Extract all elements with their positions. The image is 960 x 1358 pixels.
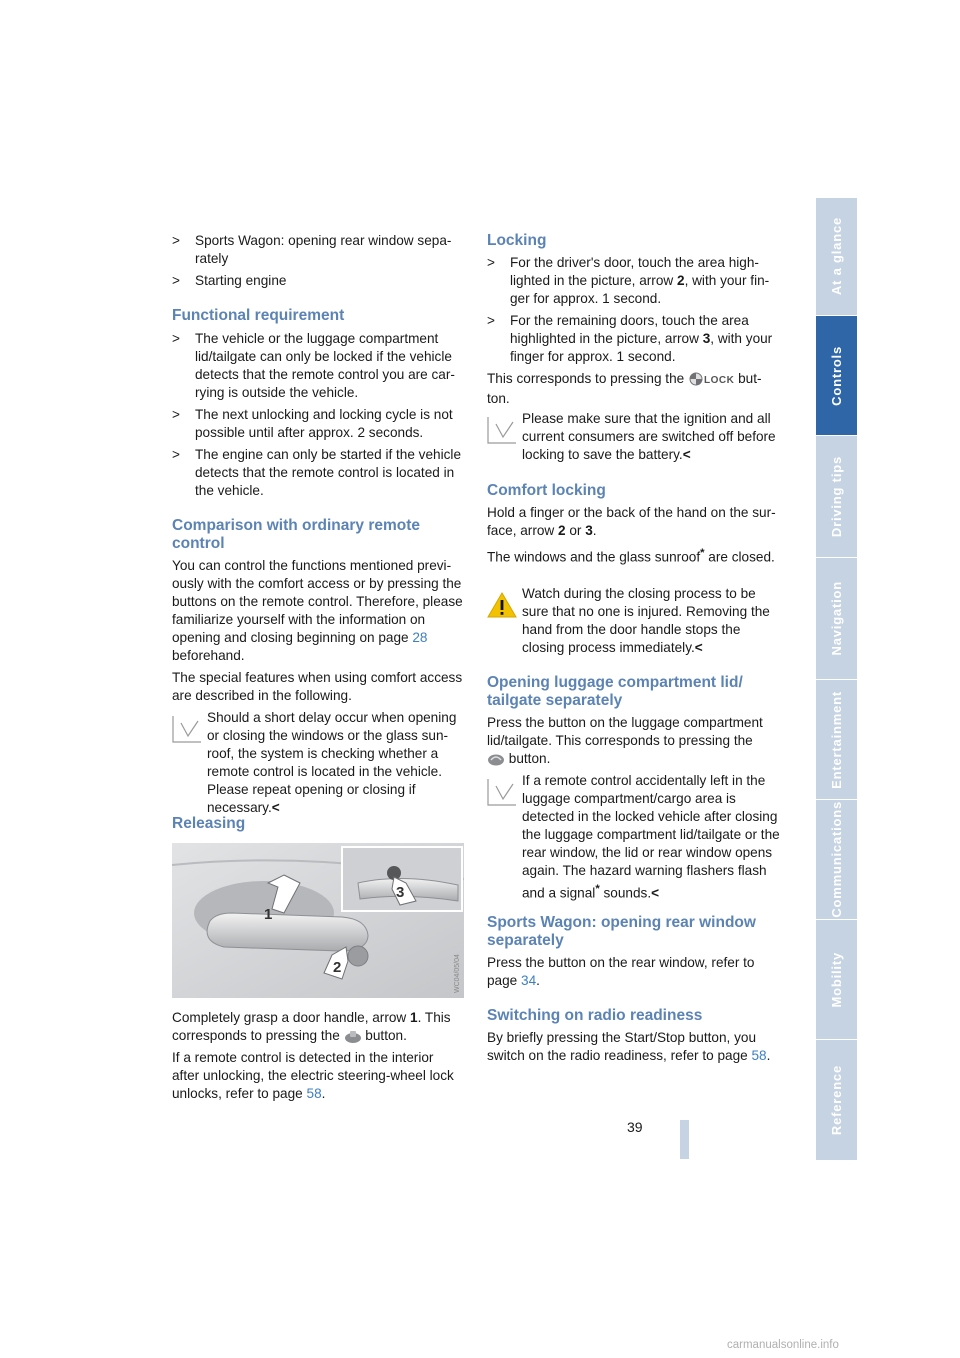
- bullet-text: The next unlocking and locking cycle is not possible until after approx. 2 seconds.: [195, 407, 453, 440]
- sidebar-tab-driving-tips[interactable]: [816, 436, 857, 558]
- text: The windows and the glass sunroof: [487, 549, 701, 565]
- tailgate-button-icon: [487, 752, 505, 766]
- bullet-text: The engine can only be started if the vehicle detects that the remote control is located in the vehicle.: [195, 447, 462, 498]
- text: button.: [505, 751, 551, 766]
- figure-label-2: 2: [333, 959, 342, 976]
- paragraph-opening-1: [487, 714, 781, 768]
- option-star: *: [595, 883, 600, 895]
- text: Completely grasp a door handle, arrow: [172, 1010, 411, 1025]
- text: or: [565, 523, 586, 538]
- tab-label: Navigation: [829, 581, 844, 656]
- tab-label: Reference: [829, 1064, 844, 1136]
- bmw-logo-icon: [688, 372, 704, 386]
- note-checkmark-icon: [487, 416, 517, 444]
- text: Press the button on the rear window, refer to page: [487, 955, 755, 988]
- lock-label: LOCK: [704, 375, 735, 386]
- note-checkmark-icon: [487, 778, 517, 806]
- text: For the driver's door, touch the area high- lighted in the picture, arrow: [510, 255, 759, 288]
- sidebar-tab-communications[interactable]: [816, 800, 857, 920]
- sidebar-tab-entertainment[interactable]: [816, 680, 857, 800]
- text: If a remote control is detected in the interior after unlocking, the electric steering-wheel lock unlocks, refer to page: [172, 1050, 454, 1101]
- heading-releasing: Releasing: [172, 815, 246, 832]
- bullet-locking-2: [487, 312, 781, 366]
- page-link-28[interactable]: 28: [412, 630, 428, 645]
- arrow-number: 3: [585, 523, 593, 538]
- text: sounds.: [599, 885, 652, 901]
- page-link-34[interactable]: 34: [521, 973, 537, 988]
- note-checkmark-icon: [172, 715, 202, 743]
- note-remote-left: [487, 772, 781, 903]
- paragraph-lock-button: [487, 370, 781, 408]
- end-mark: <: [651, 885, 660, 901]
- page-number: 39: [627, 1119, 643, 1135]
- bullet-mark: >: [487, 255, 495, 270]
- sidebar-tab-at-a-glance[interactable]: [816, 198, 857, 316]
- figure-label-3: 3: [396, 884, 405, 901]
- paragraph-releasing-2: [172, 1049, 464, 1103]
- paragraph-sports-wagon: [487, 954, 781, 990]
- bullet-text: The vehicle or the luggage compartment lid/tailgate can only be locked if the vehicle detects that the remote control you are car- rying is outside the vehicle.: [195, 331, 455, 400]
- heading-sports-wagon: Sports Wagon: opening rear window separately: [487, 914, 756, 949]
- text: beforehand.: [172, 648, 245, 663]
- figure-label-1: 1: [264, 906, 273, 923]
- text: Press the button on the luggage compartment lid/tailgate. This corresponds to pressing the: [487, 715, 763, 748]
- bullet-mark: >: [487, 313, 495, 328]
- section-sidebar: [816, 198, 857, 1160]
- warning-closing: [487, 585, 781, 657]
- bullet-mark: >: [172, 331, 180, 346]
- end-mark: <: [694, 640, 703, 655]
- text: are closed.: [704, 549, 775, 565]
- page-link-58[interactable]: 58: [306, 1086, 322, 1101]
- sidebar-tab-mobility[interactable]: [816, 920, 857, 1040]
- bullet-mark: >: [172, 233, 180, 248]
- text: .: [592, 523, 597, 538]
- text: You can control the functions mentioned previ- ously with the comfort access or by pressing the buttons on the remote control. Therefore, please familiarize yourself with the information on opening and closing beginning on page: [172, 558, 463, 645]
- paragraph-releasing-1: [172, 1009, 464, 1045]
- paragraph-comfort-2: [487, 544, 781, 567]
- page-link-58[interactable]: 58: [751, 1048, 767, 1063]
- heading-opening-luggage: Opening luggage compartment lid/ tailgate separately: [487, 674, 743, 709]
- bullet-mark: >: [172, 273, 180, 288]
- paragraph-radio: [487, 1029, 781, 1065]
- tab-label: Controls: [829, 345, 844, 406]
- note-text: Should a short delay occur when opening or closing the windows or the glass sun- roof, the system is checking whether a remote control is located in the vehicle. Please repeat opening or closing if necessary.: [207, 710, 457, 815]
- option-star: *: [700, 547, 705, 559]
- note-text: Please make sure that the ignition and all current consumers are switched off before locking to save the battery.: [522, 411, 776, 462]
- end-mark: <: [682, 447, 691, 462]
- text: but- ton.: [487, 371, 762, 406]
- arrow-number: 2: [677, 273, 685, 288]
- text: For the remaining doors, touch the area highlighted in the picture, arrow: [510, 313, 749, 346]
- tab-label: Communications: [829, 801, 844, 918]
- warning-triangle-icon: [487, 591, 517, 619]
- paragraph-comparison-1: [172, 557, 464, 665]
- text: By briefly pressing the Start/Stop button, you switch on the radio readiness, refer to page: [487, 1030, 757, 1063]
- heading-functional-requirement: Functional requirement: [172, 307, 345, 324]
- text: This corresponds to pressing the: [487, 371, 688, 386]
- bullet-functional-3: [172, 446, 464, 500]
- note-battery: [487, 410, 781, 464]
- footer-watermark: carmanualsonline.info: [727, 1339, 839, 1351]
- arrow-number: 1: [410, 1010, 418, 1025]
- bullet-functional-2: [172, 406, 464, 442]
- heading-locking: Locking: [487, 232, 547, 249]
- paragraph-comfort-1: [487, 504, 781, 540]
- door-handle-illustration: [172, 843, 464, 998]
- sidebar-tab-reference[interactable]: [816, 1040, 857, 1160]
- text: .: [321, 1086, 326, 1101]
- paragraph-comparison-2: The special features when using comfort access are described in the following.: [172, 670, 463, 703]
- sidebar-tab-controls[interactable]: [816, 316, 857, 436]
- text: , with your finger for approx. 1 second.: [510, 331, 773, 364]
- tab-label: Entertainment: [829, 690, 844, 789]
- tab-label: At a glance: [829, 217, 844, 296]
- bullet-mark: >: [172, 407, 180, 422]
- text: . This corresponds to pressing the: [172, 1010, 451, 1043]
- note-text: If a remote control accidentally left in the luggage compartment/cargo area is detected in the locked vehicle after closing the luggage compartment lid/tailgate or the rear window, the lid or rear window opens again. The hazard warning flashers flash and a signal: [522, 773, 780, 901]
- unlock-button-icon: [344, 1029, 362, 1043]
- end-mark: <: [271, 800, 280, 815]
- heading-radio-readiness: Switching on radio readiness: [487, 1007, 703, 1024]
- text: button.: [361, 1028, 407, 1043]
- tab-label: Mobility: [829, 951, 844, 1008]
- warning-text: Watch during the closing process to be sure that no one is injured. Removing the hand from the door handle stops the closing process immediately.: [522, 586, 770, 655]
- bullet-text: Sports Wagon: opening rear window sepa- rately: [195, 233, 452, 266]
- bullet-text: Starting engine: [195, 273, 287, 288]
- tab-label: Driving tips: [829, 455, 844, 538]
- text: Hold a finger or the back of the hand on the sur- face, arrow: [487, 505, 776, 538]
- sidebar-tab-navigation[interactable]: [816, 558, 857, 680]
- heading-comfort-locking: Comfort locking: [487, 482, 606, 499]
- text: .: [536, 973, 540, 988]
- bullet-mark: >: [172, 447, 180, 462]
- bullet-starting-engine: [172, 272, 464, 290]
- note-delay: [172, 709, 464, 817]
- heading-comparison: Comparison with ordinary remote control: [172, 517, 421, 552]
- arrow-number: 2: [558, 523, 566, 538]
- door-handle-figure: [172, 843, 464, 998]
- text: , with your fin- ger for approx. 1 second.: [510, 273, 770, 306]
- text: .: [766, 1048, 771, 1063]
- bullet-locking-1: [487, 254, 781, 308]
- arrow-number: 3: [702, 331, 711, 346]
- bullet-sports-wagon: [172, 232, 464, 268]
- figure-code: WC04/05/04: [454, 954, 461, 993]
- page-number-bar: [680, 1120, 689, 1159]
- bullet-functional-1: [172, 330, 464, 402]
